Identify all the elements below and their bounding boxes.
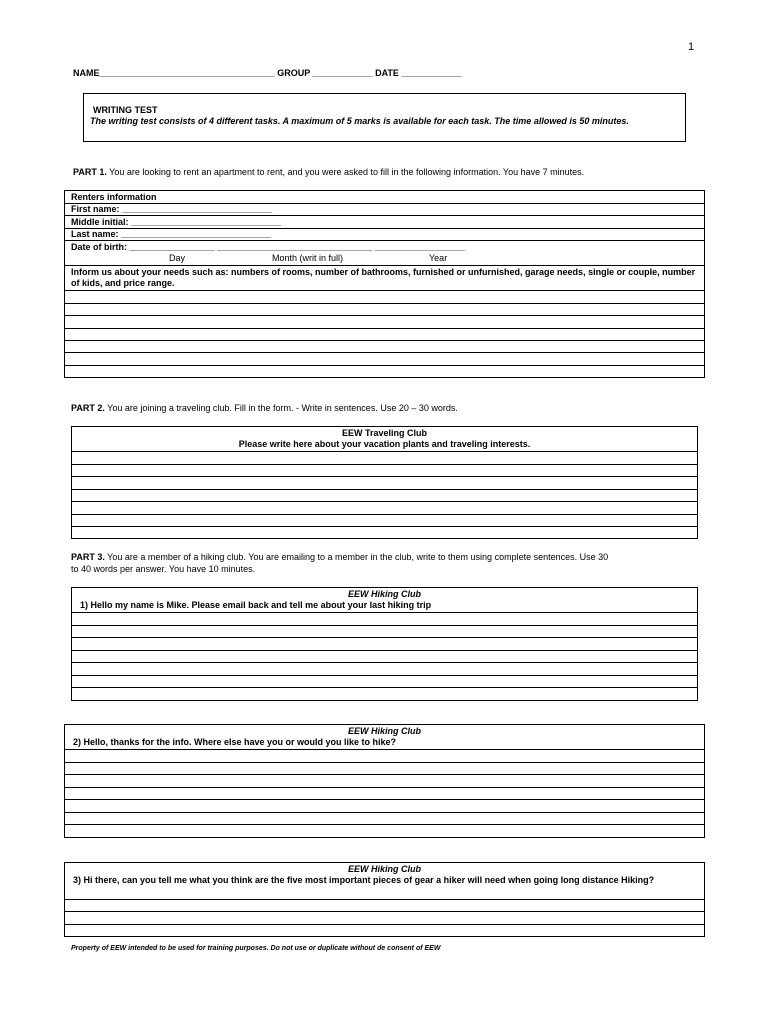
answer-line[interactable]	[72, 515, 697, 527]
last-name-field[interactable]: Last name: ______________________________	[65, 229, 704, 241]
answer-line[interactable]	[72, 688, 697, 702]
writing-test-title: WRITING TEST	[93, 105, 158, 115]
hiking-q3-header	[65, 863, 704, 900]
answer-line[interactable]	[72, 502, 697, 515]
renters-form	[64, 190, 705, 378]
answer-line[interactable]	[72, 490, 697, 502]
part3-instructions	[71, 552, 608, 563]
answer-line[interactable]	[65, 341, 704, 353]
answer-line[interactable]	[72, 638, 697, 651]
answer-line[interactable]	[65, 925, 704, 937]
part2-instructions	[71, 403, 458, 414]
answer-line[interactable]	[65, 763, 704, 775]
answer-line[interactable]	[72, 465, 697, 477]
first-name-field[interactable]: First name: ______________________________	[65, 204, 704, 216]
traveling-club-header	[72, 427, 697, 452]
answer-line[interactable]	[65, 291, 704, 304]
hiking-club-title: EEW Hiking Club	[348, 589, 421, 599]
answer-line[interactable]	[65, 750, 704, 763]
dob-month-label: Month (writ in full)	[272, 253, 344, 263]
answer-line[interactable]	[72, 452, 697, 465]
answer-line[interactable]	[72, 651, 697, 663]
dob-line: Date of birth: _________________ _______________________________ __________________	[71, 242, 465, 252]
hiking-q1-header	[72, 588, 697, 613]
hiking-q2-prompt: 2) Hello, thanks for the info. Where else have you or would you like to hike?	[73, 736, 397, 747]
name-group-date-line: NAME___________________________________ GROUP ____________ DATE ____________	[73, 68, 462, 78]
part1-text: You are looking to rent an apartment to rent, and you were asked to fill in the following information. You have 7 minutes.	[106, 167, 585, 177]
traveling-club-prompt: Please write here about your vacation plants and traveling interests.	[238, 438, 531, 449]
answer-line[interactable]	[65, 912, 704, 925]
answer-line[interactable]	[65, 800, 704, 813]
answer-line[interactable]	[72, 477, 697, 490]
answer-line[interactable]	[65, 775, 704, 788]
part2-label: PART 2.	[71, 403, 105, 413]
needs-prompt: Inform us about your needs such as: numbers of rooms, number of bathrooms, furnished or unfurnished, garage needs, single or couple, number of kids, and price range.	[65, 266, 704, 291]
answer-line[interactable]	[65, 366, 704, 378]
part1-label: PART 1.	[73, 167, 107, 177]
part2-text: You are joining a traveling club. Fill in the form. - Write in sentences. Use 20 – 30 words.	[104, 403, 458, 413]
answer-line[interactable]	[65, 316, 704, 329]
answer-line[interactable]	[65, 788, 704, 800]
traveling-club-title: EEW Traveling Club	[341, 428, 427, 438]
answer-line[interactable]	[65, 813, 704, 825]
dob-year-label: Year	[429, 253, 448, 263]
hiking-club-q2-form	[64, 724, 705, 838]
hiking-q2-header	[65, 725, 704, 750]
hiking-club-title: EEW Hiking Club	[348, 864, 421, 874]
renters-heading: Renters information	[65, 191, 704, 204]
answer-line[interactable]	[65, 304, 704, 316]
answer-line[interactable]	[72, 626, 697, 638]
answer-line[interactable]	[72, 613, 697, 626]
answer-line[interactable]	[65, 329, 704, 341]
answer-line[interactable]	[72, 676, 697, 688]
part3-label: PART 3.	[71, 552, 105, 562]
answer-line[interactable]	[72, 663, 697, 676]
hiking-club-q1-form	[71, 587, 698, 701]
middle-initial-field[interactable]: Middle initial: ______________________________	[65, 216, 704, 229]
hiking-club-title: EEW Hiking Club	[348, 726, 421, 736]
hiking-club-q3-form	[64, 862, 705, 937]
writing-test-box	[83, 93, 686, 142]
date-of-birth-field[interactable]	[65, 241, 704, 266]
traveling-club-form	[71, 426, 698, 539]
answer-line[interactable]	[65, 900, 704, 912]
hiking-q1-prompt: 1) Hello my name is Mike. Please email back and tell me about your last hiking trip	[80, 599, 432, 610]
writing-test-description: The writing test consists of 4 different tasks. A maximum of 5 marks is available for each task. The time allowed is 50 minutes.	[90, 115, 629, 126]
page-number: 1	[688, 41, 695, 53]
footer-notice: Property of EEW intended to be used for training purposes. Do not use or duplicate without de consent of EEW	[71, 945, 441, 952]
dob-day-label: Day	[169, 253, 186, 263]
hiking-q3-prompt: 3) Hi there, can you tell me what you think are the five most important pieces of gear a hiker will need when going long distance Hiking?	[73, 874, 655, 885]
answer-line[interactable]	[72, 527, 697, 540]
part1-instructions	[73, 167, 584, 178]
answer-line[interactable]	[65, 825, 704, 839]
answer-line[interactable]	[65, 353, 704, 366]
part3-text-line1: You are a member of a hiking club. You are emailing to a member in the club, write to them using complete sentences. Use 30	[104, 552, 609, 562]
part3-instructions-line2: to 40 words per answer. You have 10 minutes.	[71, 564, 256, 574]
